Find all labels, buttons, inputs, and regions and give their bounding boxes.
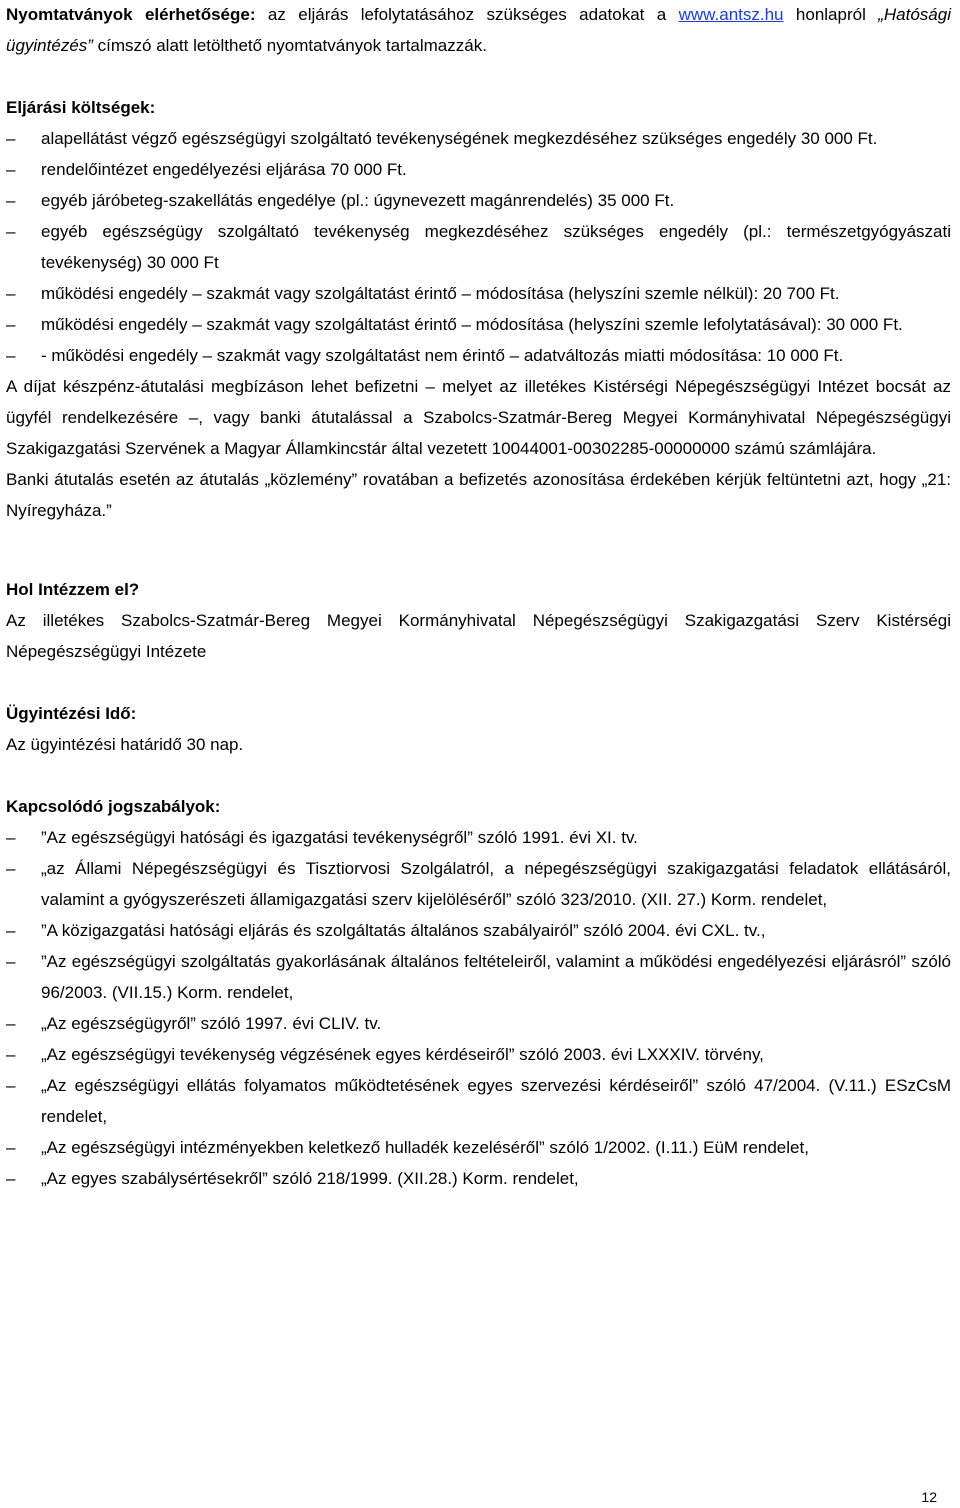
dash-bullet (6, 154, 23, 185)
list-item: – működési engedély – szakmát vagy szolgáltatást érintő – módosítása (helyszíni szemle nélkül): 20 700 Ft. (6, 278, 951, 309)
costs-heading: Eljárási költségek: (6, 98, 156, 117)
forms-italic: „Hatósági ügyintézés” (6, 5, 951, 55)
list-item: – ”Az egészségügyi hatósági és igazgatási tevékenységről” szóló 1991. évi XI. tv. (6, 822, 951, 853)
dash-bullet (6, 853, 23, 884)
time-heading: Ügyintézési Idő: (6, 704, 137, 723)
dash-bullet (6, 1039, 23, 1070)
dash-bullet (6, 278, 23, 309)
dash-bullet (6, 123, 23, 154)
list-item: – „az Állami Népegészségügyi és Tisztiorvosi Szolgálatról, a népegészségügyi szakigazgatási feladatok ellátásáról, valamint a gyógyszerészeti államigazgatási szerv kijelöléséről” szóló 323/2010. (XII. 27.) Korm. rendelet, (6, 853, 951, 915)
list-item: – egyéb járóbeteg-szakellátás engedélye (pl.: úgynevezett magánrendelés) 35 000 Ft. (6, 185, 951, 216)
list-item: – ”Az egészségügyi szolgáltatás gyakorlásának általános feltételeiről, valamint a működési engedélyezési eljárásról” szóló 96/2003. (VII.15.) Korm. rendelet, (6, 946, 951, 1008)
dash-bullet (6, 1070, 23, 1101)
forms-text-1: az eljárás lefolytatásához szükséges adatokat a (255, 5, 679, 24)
list-item: – „Az egészségügyi tevékenység végzésének egyes kérdéseiről” szóló 2003. évi LXXXIV. törvény, (6, 1039, 951, 1070)
forms-label: Nyomtatványok elérhetősége: (6, 5, 256, 24)
document-page (6, 0, 951, 1194)
laws-heading: Kapcsolódó jogszabályok: (6, 797, 221, 816)
laws-list (6, 822, 951, 1194)
dash-bullet (6, 1132, 23, 1163)
page-number: 12 (921, 1489, 937, 1505)
spacer (6, 760, 951, 791)
list-item: – - működési engedély – szakmát vagy szolgáltatást nem érintő – adatváltozás miatti módosítása: 10 000 Ft. (6, 340, 951, 371)
dash-bullet (6, 185, 23, 216)
spacer (6, 667, 951, 698)
list-item: – működési engedély – szakmát vagy szolgáltatást érintő – módosítása (helyszíni szemle lefolytatásával): 30 000 Ft. (6, 309, 951, 340)
dash-bullet (6, 946, 23, 977)
where-text: Az illetékes Szabolcs-Szatmár-Bereg Megyei Kormányhivatal Népegészségügyi Szakigazgatási Szerv Kistérségi Népegészségügyi Intézete (6, 611, 951, 661)
list-item: – „Az egyes szabálysértésekről” szóló 218/1999. (XII.28.) Korm. rendelet, (6, 1163, 951, 1194)
time-text: Az ügyintézési határidő 30 nap. (6, 735, 244, 754)
payment-paragraph-2: Banki átutalás esetén az átutalás „közlemény” rovatában a befizetés azonosítása érdekében kérjük feltüntetni azt, hogy „21: Nyíregyháza.” (6, 470, 951, 520)
list-item: – ”A közigazgatási hatósági eljárás és szolgáltatás általános szabályairól” szóló 2004. évi CXL. tv., (6, 915, 951, 946)
spacer (6, 543, 951, 574)
list-item: – „Az egészségügyi ellátás folyamatos működtetésének egyes szervezési kérdéseiről” szóló 47/2004. (V.11.) ESzCsM rendelet, (6, 1070, 951, 1132)
list-item: – alapellátást végző egészségügyi szolgáltató tevékenységének megkezdéséhez szükséges engedély 30 000 Ft. (6, 123, 951, 154)
dash-bullet (6, 1008, 23, 1039)
forms-text-2: honlapról (795, 5, 879, 24)
where-heading: Hol Intézzem el? (6, 580, 140, 599)
dash-bullet (6, 915, 23, 946)
spacer (6, 61, 951, 92)
payment-paragraph-1: A díjat készpénz-átutalási megbízáson lehet befizetni – melyet az illetékes Kistérségi Népegészségügyi Intézet bocsát az ügyfél rendelkezésére –, vagy banki átutalással a Szabolcs-Szatmár-Bereg Megyei Kormányhivatal Népegészségügyi Szakigazgatási Szervének a Magyar Államkincstár által vezetett 10044001-00302285-00000000 számú számlájára. (6, 377, 951, 458)
forms-paragraph (6, 0, 951, 61)
dash-bullet (6, 309, 23, 340)
antsz-link[interactable]: www.antsz.hu (678, 5, 784, 24)
dash-bullet (6, 216, 23, 247)
dash-bullet (6, 1163, 23, 1194)
costs-list (6, 123, 951, 371)
list-item: – „Az egészségügyi intézményekben keletkező hulladék kezeléséről” szóló 1/2002. (I.11.) EüM rendelet, (6, 1132, 951, 1163)
forms-text-3: címszó alatt letölthető nyomtatványok tartalmazzák. (92, 36, 487, 55)
list-item: – „Az egészségügyről” szóló 1997. évi CLIV. tv. (6, 1008, 951, 1039)
dash-bullet (6, 822, 23, 853)
list-item: – rendelőintézet engedélyezési eljárása 70 000 Ft. (6, 154, 951, 185)
list-item: – egyéb egészségügy szolgáltató tevékenység megkezdéséhez szükséges engedély (pl.: természetgyógyászati tevékenység) 30 000 Ft (6, 216, 951, 278)
dash-bullet (6, 340, 23, 371)
